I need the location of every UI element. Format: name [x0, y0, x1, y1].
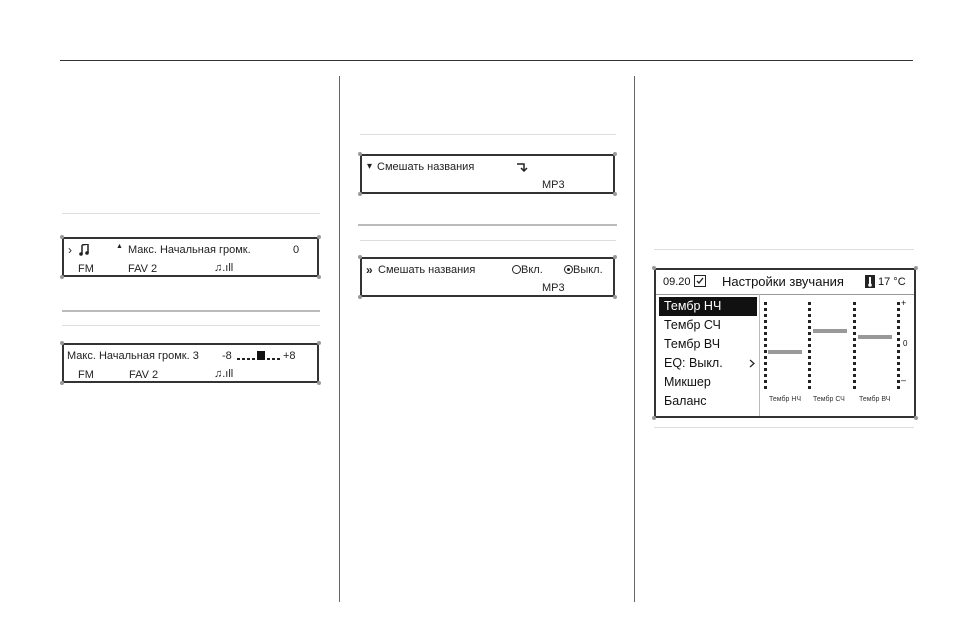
scale-dots: [897, 302, 900, 392]
column-rule-2: [634, 76, 635, 602]
scale-minus: –: [901, 375, 907, 385]
scale-dots: [764, 302, 767, 392]
bar-label-treble: Тембр ВЧ: [859, 396, 891, 403]
source-label: MP3: [542, 179, 565, 191]
signal-icon: ♫.ıll: [214, 262, 234, 274]
menu-item-mid[interactable]: Тембр СЧ: [664, 318, 721, 332]
bass-level-bar: [768, 350, 802, 354]
slider-max: +8: [283, 350, 296, 362]
menu-item-treble[interactable]: Тембр ВЧ: [664, 337, 721, 351]
treble-level-bar: [858, 335, 892, 339]
page-title: Настройки звучания: [722, 274, 844, 289]
chevron-right-icon: [749, 359, 755, 368]
menu-item-label: Смешать названия: [377, 161, 475, 173]
source-label: MP3: [542, 282, 565, 294]
radio-display-2: [62, 343, 319, 383]
music-note-icon: [79, 244, 89, 256]
thermometer-icon: [865, 275, 875, 288]
temperature: 17 °C: [878, 276, 906, 288]
band-label: FM: [78, 369, 94, 381]
scale-dots: [853, 302, 856, 392]
mid-level-bar: [813, 329, 847, 333]
scale-plus: +: [901, 298, 907, 308]
menu-item-bass[interactable]: Тембр НЧ: [659, 297, 757, 316]
option-off[interactable]: Выкл.: [564, 264, 603, 276]
volume-slider: [237, 350, 281, 362]
scale-dots: [808, 302, 811, 392]
settings-menu: [659, 297, 757, 411]
radio-display-1: › ▲ Макс. Начальная громк. 0 FM FAV 2 ♫.ıll: [62, 237, 319, 277]
preset-label: FAV 2: [128, 263, 158, 275]
section-separator: [358, 224, 617, 226]
slider-min: -8: [222, 350, 232, 362]
setting-label: Макс. Начальная громк.: [128, 244, 251, 256]
column-rule-1: [339, 76, 340, 602]
radio-unchecked-icon: [512, 265, 521, 274]
menu-item-mixer[interactable]: Микшер: [664, 375, 711, 389]
preset-label: FAV 2: [129, 369, 159, 381]
media-display-2: » Смешать названия Вкл. Выкл. MP3: [360, 257, 615, 297]
clock-icon: [694, 275, 706, 287]
scale-zero: 0: [903, 339, 908, 348]
top-rule: [60, 60, 913, 61]
radio-checked-icon: [564, 265, 573, 274]
media-display-1: ▾ Смешать названия MP3: [360, 154, 615, 194]
option-on[interactable]: Вкл.: [512, 264, 543, 276]
bar-label-bass: Тембр НЧ: [769, 396, 802, 403]
setting-label: Макс. Начальная громк. 3: [67, 350, 199, 362]
sound-settings-screen: [654, 268, 916, 418]
menu-item-label: Смешать названия: [378, 264, 476, 276]
bar-label-mid: Тембр СЧ: [813, 396, 845, 403]
clock: 09.20: [663, 276, 691, 288]
return-arrow-icon: [516, 162, 528, 172]
menu-item-balance[interactable]: Баланс: [664, 394, 707, 408]
menu-item-eq[interactable]: EQ: Выкл.: [664, 356, 723, 370]
header-bar: [656, 270, 914, 295]
menu-divider: [759, 294, 760, 416]
band-label: FM: [78, 263, 94, 275]
setting-value: 0: [293, 244, 300, 256]
section-separator: [62, 310, 320, 312]
signal-icon: ♫.ıll: [214, 368, 234, 380]
